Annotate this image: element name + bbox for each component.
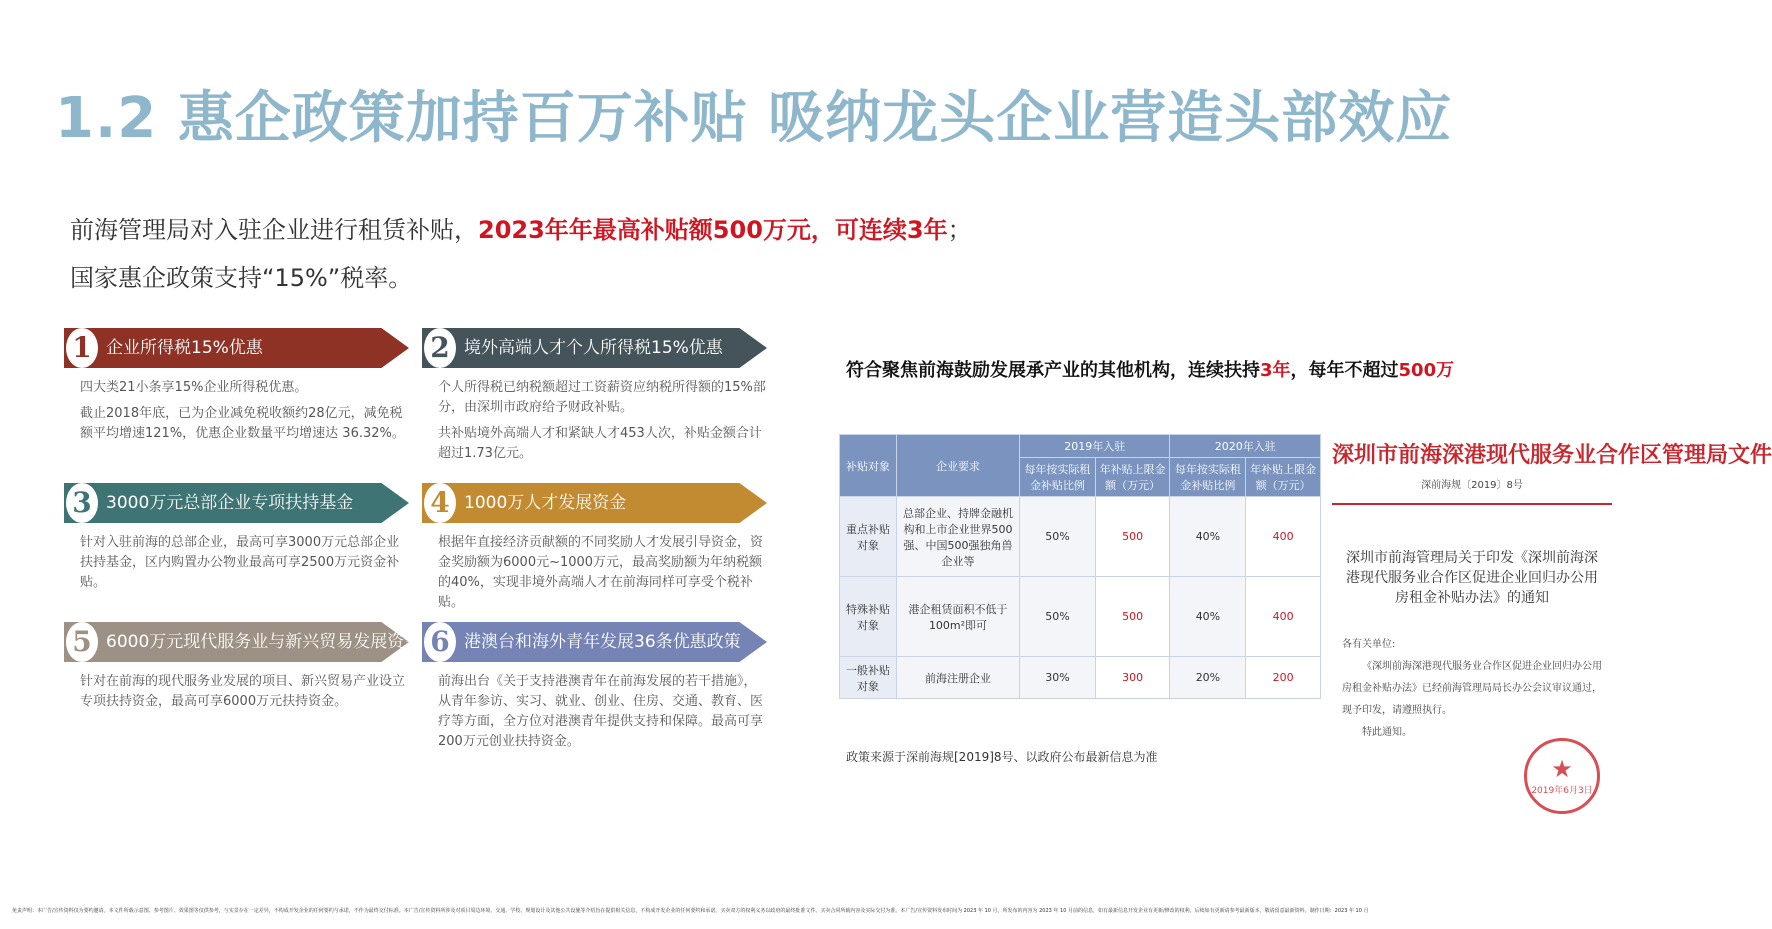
table-header: 企业要求: [897, 435, 1020, 497]
official-document-image: [1332, 438, 1772, 828]
item-title: 港澳台和海外青年发展36条优惠政策: [464, 632, 741, 652]
table-header: 补贴对象: [840, 435, 897, 497]
document-number: 深前海规〔2019〕8号: [1421, 480, 1523, 491]
item-number: 6: [424, 622, 456, 662]
item-description: [64, 533, 409, 593]
seal-star-icon: ★: [1551, 755, 1573, 783]
item-description: [422, 378, 767, 464]
intro-line-2: 国家惠企政策支持“15%”税率。: [70, 264, 413, 292]
policy-item-3: [64, 483, 409, 599]
intro-text: 前海管理局对入驻企业进行租赁补贴，: [70, 216, 478, 244]
table-cell: 30%: [1020, 657, 1096, 699]
table-cell: 200: [1246, 657, 1321, 699]
subtitle-text: 符合聚焦前海鼓励发展承产业的其他机构，连续扶持: [846, 360, 1260, 381]
document-closing: 特此通知。: [1362, 727, 1412, 738]
policy-banner: [64, 483, 409, 523]
item-number: 3: [66, 483, 98, 523]
policy-item-2: [422, 328, 767, 470]
table-cell: 40%: [1170, 497, 1246, 577]
table-cell: 20%: [1170, 657, 1246, 699]
item-paragraph: 前海出台《关于支持港澳青年在前海发展的若干措施》，从青年参访、实习、就业、创业、住房、交通、教育、医疗等方面，全方位对港澳青年提供支持和保障。最高可享200万元创业扶持资金。: [438, 674, 764, 749]
document-body: [1342, 634, 1602, 744]
table-cell: 总部企业、持牌金融机构和上市企业世界500强、中国500强独角兽企业等: [897, 497, 1020, 577]
policy-item-4: [422, 483, 767, 619]
policy-banner: [422, 328, 767, 368]
policy-banner: [422, 483, 767, 523]
official-seal-icon: [1524, 738, 1600, 814]
item-number: 2: [424, 328, 456, 368]
table-header: 年补贴上限金额（万元）: [1095, 458, 1170, 497]
policy-item-6: [422, 622, 767, 758]
table-cell: 港企租赁面积不低于100m²即可: [897, 577, 1020, 657]
table-cell: 300: [1095, 657, 1170, 699]
table-cell: 500: [1095, 497, 1170, 577]
policy-items-panel: [64, 328, 824, 788]
item-paragraph: 针对在前海的现代服务业发展的项目、新兴贸易产业设立专项扶持资金，最高可享6000万元扶持资金。: [80, 674, 406, 709]
table-cell: 特殊补贴对象: [840, 577, 897, 657]
table-cell: 400: [1246, 577, 1321, 657]
policy-banner: [64, 622, 422, 662]
item-description: [422, 672, 767, 752]
page-title: 1.2 惠企政策加持百万补贴 吸纳龙头企业营造头部效应: [55, 86, 1453, 151]
item-number: 4: [424, 483, 456, 523]
policy-banner: [64, 328, 409, 368]
item-paragraph: 个人所得税已纳税额超过工资薪资应纳税所得额的15%部分，由深圳市政府给予财政补贴。: [438, 380, 766, 415]
table-cell: 前海注册企业: [897, 657, 1020, 699]
intro-suffix: ；: [947, 216, 972, 244]
item-title: 企业所得税15%优惠: [106, 338, 263, 358]
table-cell: 一般补贴对象: [840, 657, 897, 699]
item-paragraph: 截止2018年底，已为企业减免税收额约28亿元，减免税额平均增速121%，优惠企业数量平均增速达 36.32%。: [80, 406, 405, 441]
table-cell: 50%: [1020, 497, 1096, 577]
policy-banner: [422, 622, 767, 662]
table-cell: 重点补贴对象: [840, 497, 897, 577]
subsidy-table: [839, 434, 1321, 699]
document-header: 深圳市前海深港现代服务业合作区管理局文件: [1332, 442, 1772, 468]
item-description: [64, 378, 409, 444]
seal-date: 2019年6月3日: [1531, 786, 1593, 796]
item-paragraph: 针对入驻前海的总部企业，最高可享3000万元总部企业扶持基金，区内购置办公物业最高可享2500万元资金补贴。: [80, 535, 400, 590]
document-text: 《深圳前海深港现代服务业合作区促进企业回归办公用房租金补贴办法》已经前海管理局局长办公会议审议通过，现予印发，请遵照执行。: [1342, 661, 1602, 716]
subtitle-amount: 500万: [1398, 360, 1455, 381]
item-paragraph: 四大类21小条享15%企业所得税优惠。: [80, 380, 308, 395]
policy-item-1: [64, 328, 409, 450]
table-header: 年补贴上限金额（万元）: [1246, 458, 1321, 497]
table-header: 2020年入驻: [1170, 435, 1321, 458]
item-description: [422, 533, 767, 613]
table-row: [840, 497, 1321, 577]
table-cell: 400: [1246, 497, 1321, 577]
right-subtitle: [846, 356, 1454, 382]
table-header: 每年按实际租金补贴比例: [1170, 458, 1246, 497]
table-row: [840, 657, 1321, 699]
item-description: [64, 672, 409, 712]
policy-source-note: 政策来源于深前海规[2019]8号、以政府公布最新信息为准: [846, 750, 1158, 764]
table-row: [840, 577, 1321, 657]
table-cell: 40%: [1170, 577, 1246, 657]
disclaimer: 免责声明：本广告/宣传资料仅为要约邀请。本文件所载示意图、参考图片、效果图等仅供参考，与实景存在一定差异，不构成开发企业的任何要约与承诺，不作为最终交付标准。本广告/宣传资料所涉及对项目周边环境、交通、学校、规划设计及其他公共设施等介绍旨在提供相关信息，不构成开发企业的任何要约和承诺。买卖双方的权利义务以政府的最终批准文件、买卖合同所载内容及实际交付为准。本广告/宣传资料发布时间为 2023 年 10 月，所发布的内容为 2023 年 10 月前的信息，如有最新信息开发企业有更新/修改的权利，后续如有更新请参考最新版本，敬请留意最新资料。制作日期：2023 年 10 月: [12, 908, 1369, 914]
document-title: 深圳市前海管理局关于印发《深圳前海深港现代服务业合作区促进企业回归办公用房租金补贴办法》的通知: [1346, 550, 1598, 606]
intro-line-1: [70, 210, 972, 245]
subtitle-text: ，每年不超过: [1290, 360, 1399, 381]
item-number: 1: [66, 328, 98, 368]
policy-item-5: [64, 622, 422, 718]
item-paragraph: 根据年直接经济贡献额的不同奖励人才发展引导资金，资金奖励额为6000元~1000万元，最高奖励额为年纳税额的40%，实现非境外高端人才在前海同样可享受个税补贴。: [438, 535, 764, 610]
item-title: 3000万元总部企业专项扶持基金: [106, 493, 354, 513]
table-cell: 50%: [1020, 577, 1096, 657]
document-divider: [1332, 503, 1612, 505]
intro-highlight: 2023年年最高补贴额500万元，可连续3年: [478, 216, 948, 244]
table-cell: 500: [1095, 577, 1170, 657]
document-salutation: 各有关单位:: [1342, 639, 1396, 650]
item-paragraph: 共补贴境外高端人才和紧缺人才453人次，补贴金额合计超过1.73亿元。: [438, 426, 762, 461]
table-header: 2019年入驻: [1020, 435, 1170, 458]
item-title: 1000万人才发展资金: [464, 493, 627, 513]
item-title: 境外高端人才个人所得税15%优惠: [464, 338, 723, 358]
item-number: 5: [66, 622, 98, 662]
table-header: 每年按实际租金补贴比例: [1020, 458, 1096, 497]
subtitle-years: 3年: [1260, 360, 1291, 381]
item-title: 6000万元现代服务业与新兴贸易发展资金: [106, 632, 422, 652]
